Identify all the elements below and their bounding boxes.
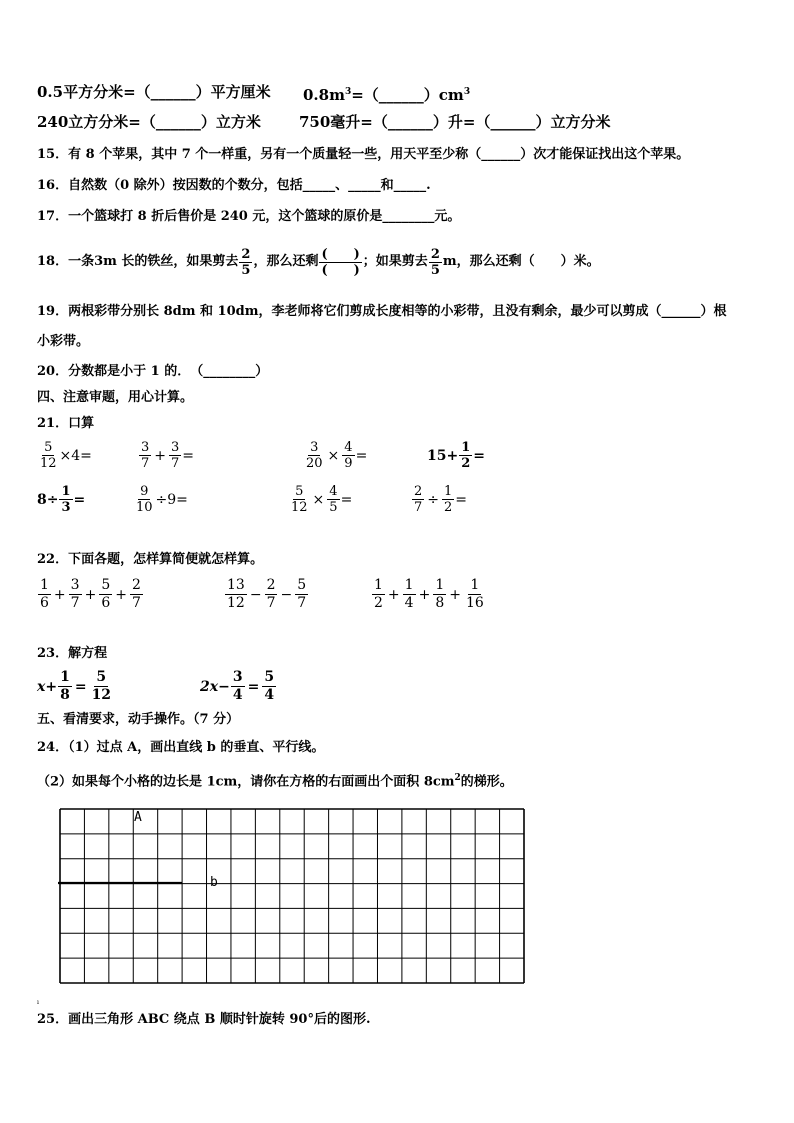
- unit-row1-right: $0.8m^3=(\_\_\_\_\_\_)cm^3$: [303, 86, 471, 104]
- q22-item-b: $\frac{13}{12}$ − $\frac{2}{7}$ − $\frac{5}{7}$: [227, 577, 307, 611]
- section-4-title: 四、注意审题，用心计算。: [37, 390, 194, 405]
- q23-equation-b: 2x− $\frac{3}{4}$ = $\frac{5}{4}$: [200, 669, 275, 703]
- stray-mark: ı: [37, 999, 39, 1006]
- unit-row2-right: 750毫升=（______）升=（______）立方分米: [299, 113, 611, 131]
- question-19-line2: 小彩带。: [37, 334, 90, 349]
- unit-row2-left: 240立方分米=（______）立方米: [37, 113, 261, 131]
- q21-item-d: 15+ $\frac{1}{2}$ =: [427, 440, 485, 471]
- grid-svg: [58, 807, 526, 985]
- q21-item-a: $\frac{5}{12}$ ×4=: [40, 440, 92, 471]
- question-15: 15．有 8 个苹果，其中 7 个一样重，另有一个质量轻一些，用天平至少称（______）次才能保证找出这个苹果。: [37, 147, 690, 162]
- question-20: 20．分数都是小于 1 的． （________）: [37, 364, 269, 379]
- question-24-part2: （2）如果每个小格的边长是 1cm，请你在方格的右面画出个面积 $8cm^2$的梯形。: [37, 773, 513, 790]
- question-24-part1: 24．（1）过点 A，画出直线 b 的垂直、平行线。: [37, 740, 325, 755]
- question-16: 16．自然数（0 除外）按因数的个数分，包括_____、_____和_____.: [37, 178, 431, 193]
- q21-item-g: $\frac{5}{12}$ × $\frac{4}{5}$ =: [291, 484, 353, 515]
- line-b-label: b: [210, 875, 218, 890]
- unit-row1-left: 0.5平方分米=（______）平方厘米: [37, 83, 271, 101]
- question-21: 21．口算: [37, 416, 95, 431]
- question-19-line1: 19．两根彩带分别长 8dm 和 10dm，李老师将它们剪成长度相等的小彩带，且没有剩余，最少可以剪成（______）根: [37, 304, 727, 319]
- section-5-title: 五、看清要求，动手操作。（7 分）: [37, 712, 240, 727]
- q21-item-c: $\frac{3}{20}$ × $\frac{4}{9}$ =: [306, 440, 368, 471]
- point-a-label: A: [134, 810, 142, 825]
- question-22: 22．下面各题，怎样算简便就怎样算。: [37, 552, 264, 567]
- q22-item-a: $\frac{1}{6}$ + $\frac{3}{7}$ + $\frac{5}{6}$ + $\frac{2}{7}$: [40, 577, 141, 611]
- q21-item-e: 8÷ $\frac{1}{3}$ =: [37, 484, 86, 515]
- square-grid[interactable]: [58, 807, 526, 989]
- q21-item-f: $\frac{9}{10}$ ÷9=: [136, 484, 188, 515]
- question-25: 25．画出三角形 ABC 绕点 B 顺时针旋转 90°后的图形.: [37, 1012, 371, 1027]
- question-23: 23．解方程: [37, 646, 108, 661]
- q21-item-b: $\frac{3}{7}$ + $\frac{3}{7}$ =: [141, 440, 195, 471]
- question-18: 18．一条3m 长的铁丝，如果剪去 $\frac{2}{5}$ ，那么还剩 $\frac{( )}{( )}$ ；如果剪去 $\frac{2}{5}$ m ，那么还剩（ ）米。: [37, 246, 600, 278]
- q21-item-h: $\frac{2}{7}$ ÷ $\frac{1}{2}$ =: [414, 484, 468, 515]
- q22-item-c: $\frac{1}{2}$ + $\frac{1}{4}$ + $\frac{1}{8}$ + $\frac{1}{16}$: [374, 577, 484, 611]
- question-17: 17．一个篮球打 8 折后售价是 240 元，这个篮球的原价是________元。: [37, 209, 461, 224]
- q23-equation-a: x+ $\frac{1}{8}$ = $\frac{5}{12}$: [37, 669, 112, 703]
